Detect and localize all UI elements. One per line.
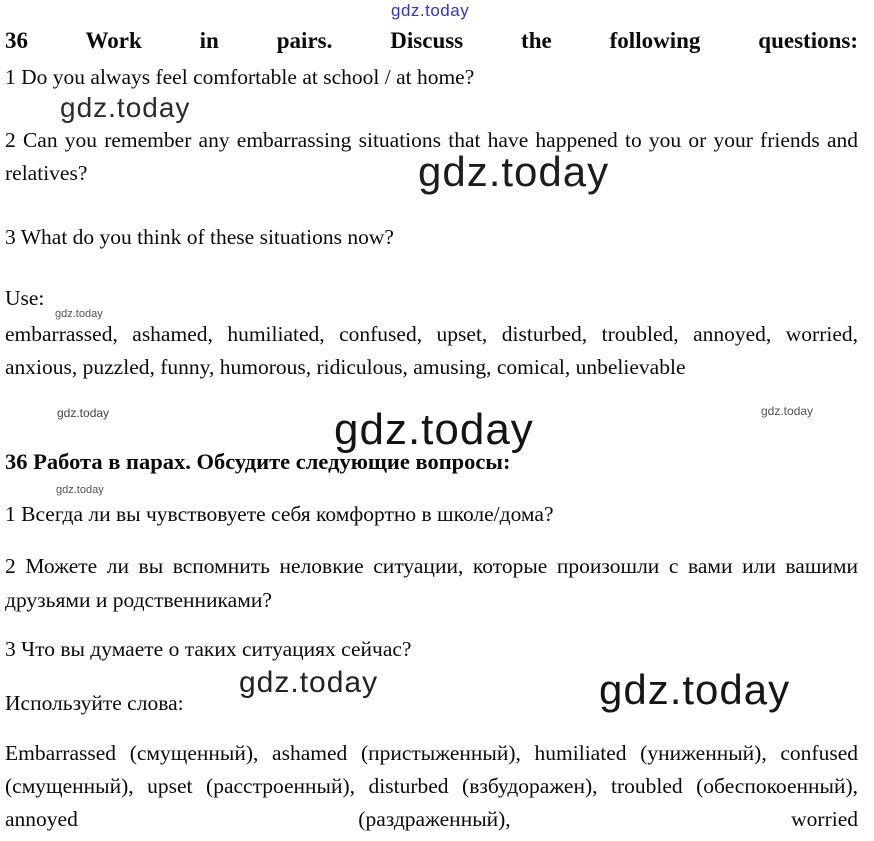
watermark-tiny-below-words: gdz.today — [57, 406, 110, 420]
watermark-tiny-right: gdz.today — [761, 404, 814, 418]
english-question-3: 3 What do you think of these situations now? — [5, 225, 394, 249]
russian-question-3: 3 Что вы думаете о таких ситуациях сейчас? — [5, 637, 412, 661]
russian-word-list: Embarrassed (смущенный), ashamed (пристыженный), humiliated (униженный), confused (смущенный), upset (расстроенный), disturbed (взбудоражен), troubled (обеспокоенный), annoyed (раздраженный), worried — [5, 741, 858, 831]
english-question-2: 2 Can you remember any embarrassing situations that have happened to you or your friends and relatives? — [5, 128, 858, 185]
watermark-center-upper: gdz.today — [418, 148, 610, 195]
watermark-tiny-above-ru-q1: gdz.today — [56, 484, 104, 496]
english-use-label: Use: — [5, 286, 45, 310]
exercise-heading-russian: 36 Работа в парах. Обсудите следующие вопросы: — [5, 449, 511, 474]
watermark-center-middle: gdz.today — [334, 405, 534, 454]
english-word-list: embarrassed, ashamed, humiliated, confused, upset, disturbed, troubled, annoyed, worried, anxious, puzzled, funny, humorous, ridiculous, amusing, comical, unbelievable — [5, 322, 858, 379]
watermark-top-blue: gdz.today — [391, 1, 470, 20]
exercise-heading-english: 36 Work in pairs. Discuss the following questions: — [5, 28, 858, 53]
russian-question-1: 1 Всегда ли вы чувствовуете себя комфортно в школе/дома? — [5, 502, 554, 526]
russian-question-2: 2 Можете ли вы вспомнить неловкие ситуации, которые произошли с вами или вашими друзьями и родственниками? — [5, 554, 858, 612]
watermark-right-lower: gdz.today — [599, 666, 791, 713]
russian-use-label: Используйте слова: — [5, 691, 184, 715]
english-question-1: 1 Do you always feel comfortable at school / at home? — [5, 65, 475, 89]
watermark-tiny-above-words: gdz.today — [55, 308, 103, 320]
watermark-mid-lower: gdz.today — [239, 666, 379, 699]
watermark-left-upper: gdz.today — [60, 92, 191, 123]
